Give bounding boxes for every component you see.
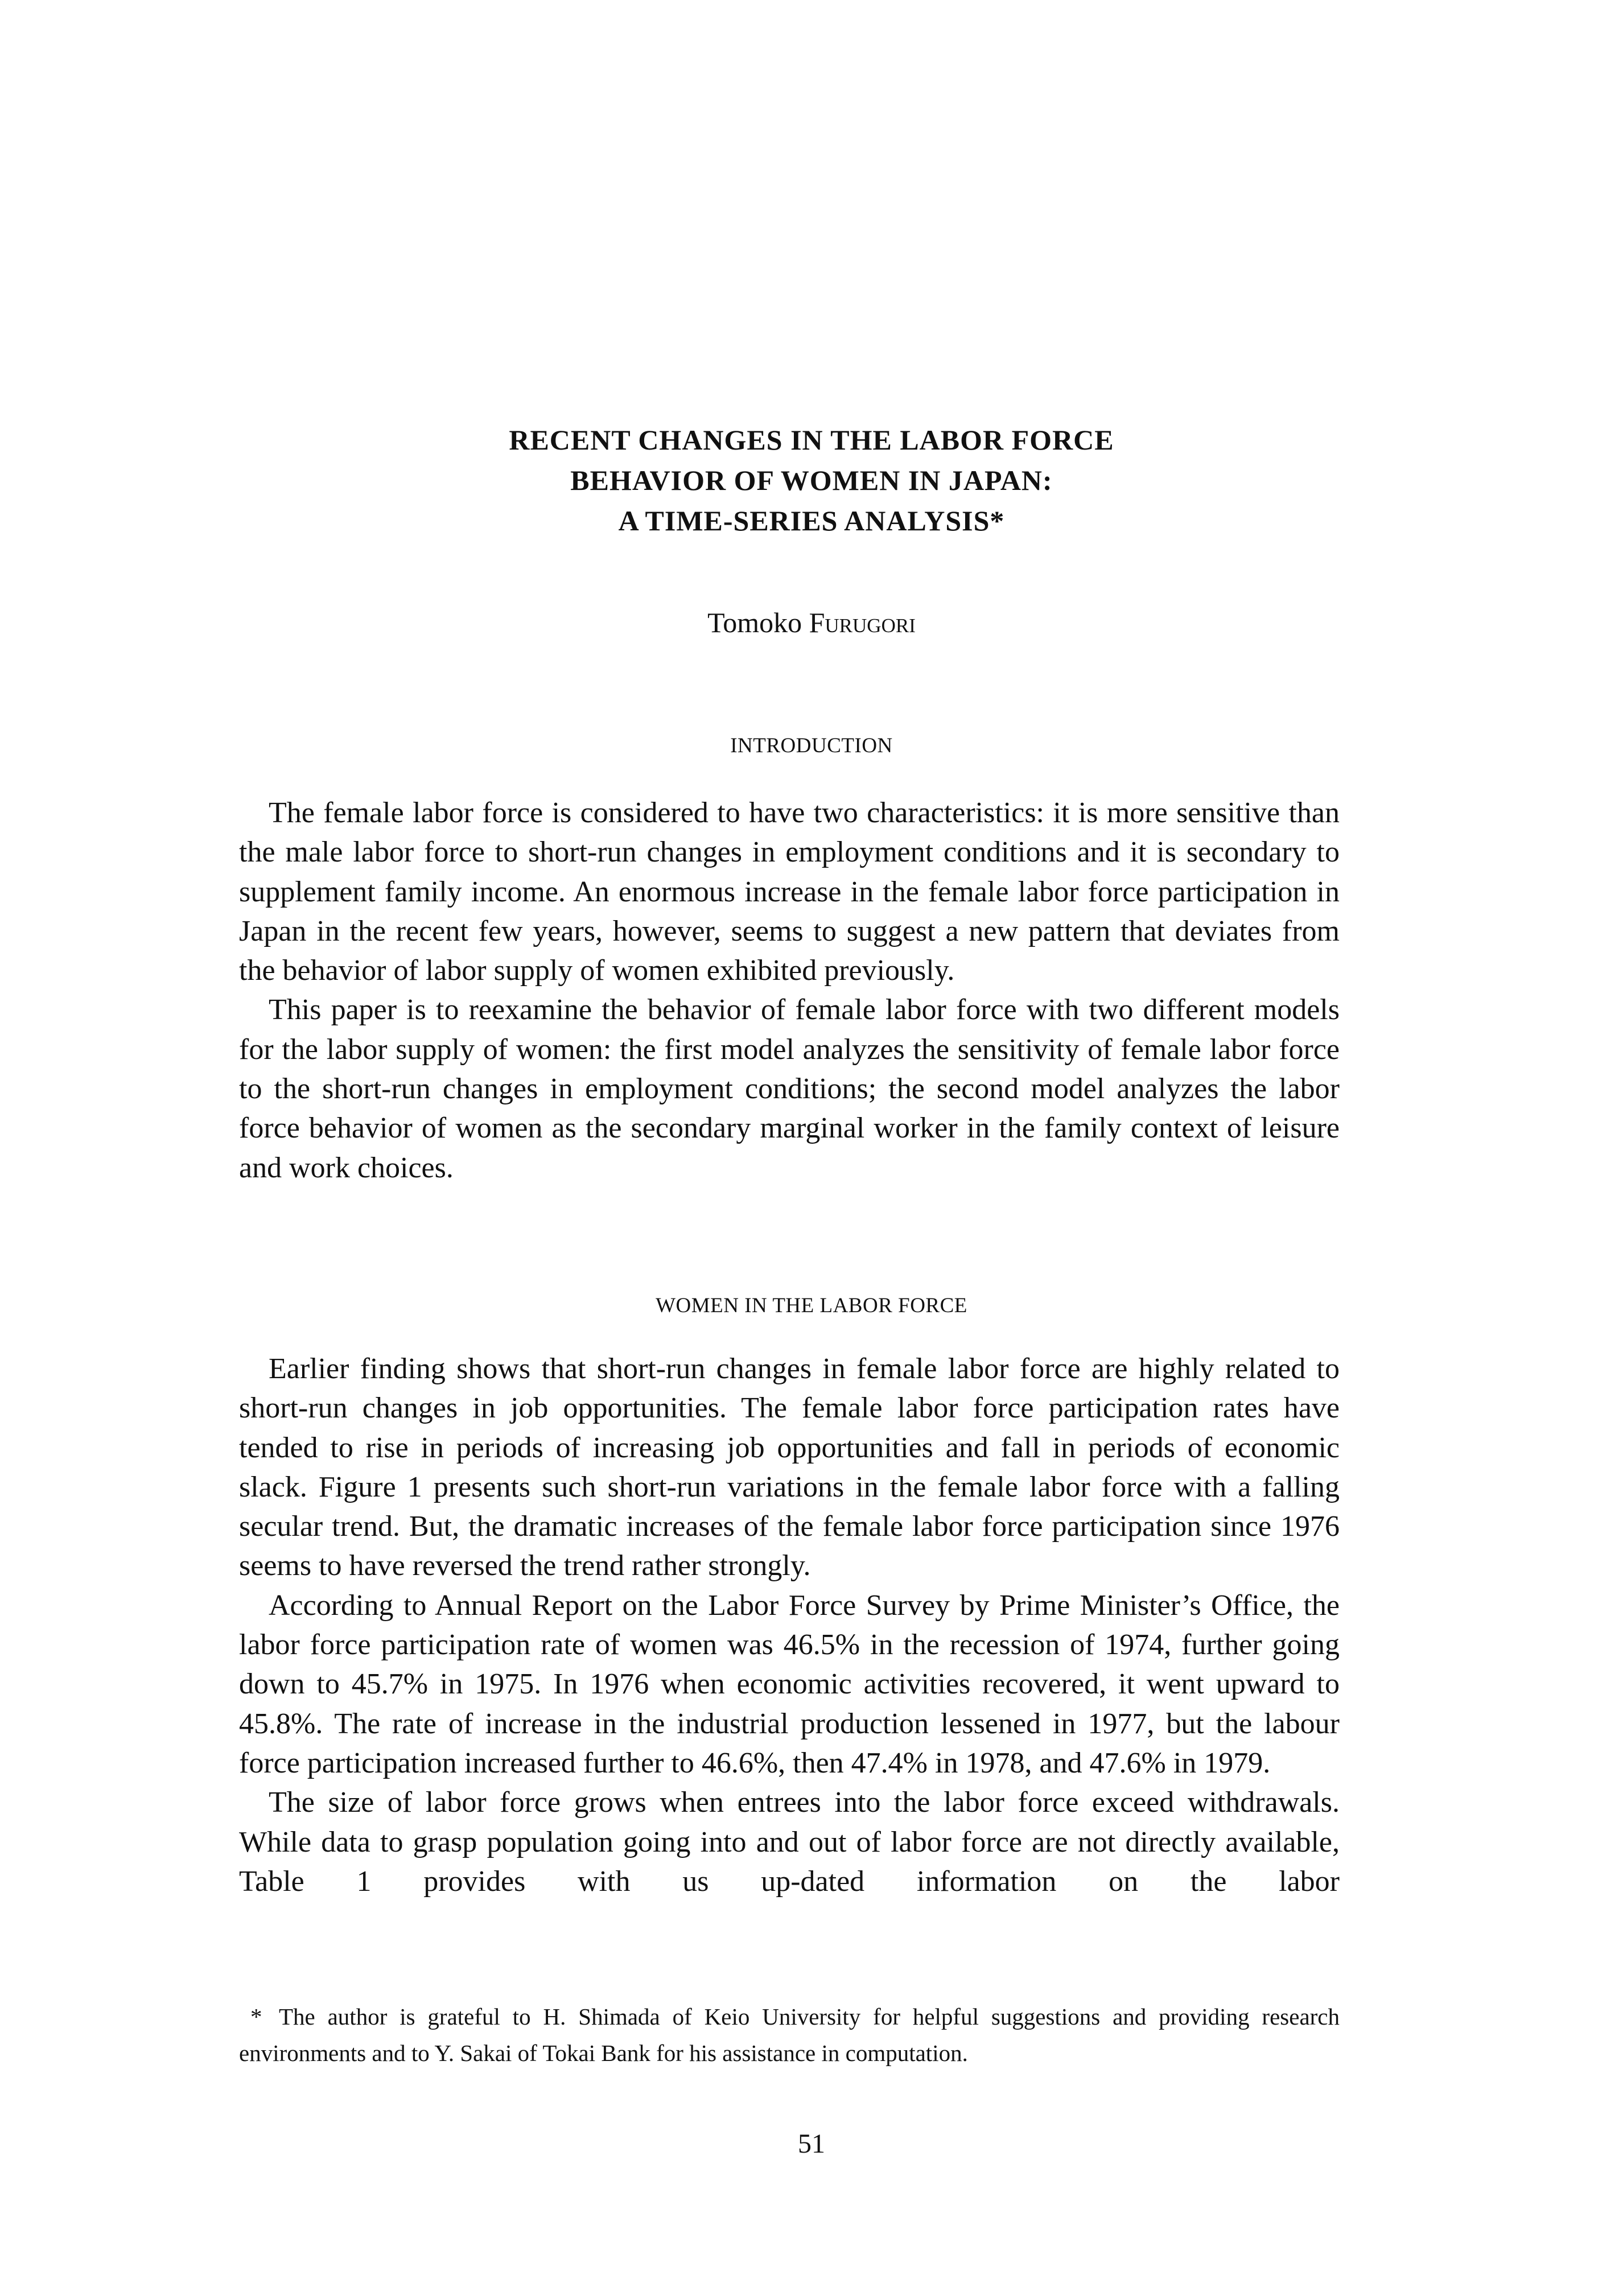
section-heading-introduction: INTRODUCTION — [730, 734, 893, 757]
footnote-marker: * — [250, 2004, 262, 2030]
section-women-labor-body — [239, 1349, 1340, 1901]
page-number: 51 — [798, 2129, 825, 2159]
paragraph: The size of labor force grows when entrees into the labor force exceed withdrawals. While data to grasp population going into and out of labor force are not directly available, Table 1 provides with us up-dated information on the labor — [239, 1786, 1340, 1898]
title-line: BEHAVIOR OF WOMEN IN JAPAN: — [570, 464, 1053, 496]
title-line: A TIME-SERIES ANALYSIS* — [618, 505, 1005, 537]
footnote-text: The author is grateful to H. Shimada of Keio University for helpful suggestions and providing research environments and to Y. Sakai of Tokai Bank for his assistance in computation. — [239, 2004, 1340, 2066]
paragraph: The female labor force is considered to have two characteristics: it is more sensitive than the male labor force to short-run changes in employment conditions and it is secondary to supplement family income. An enormous increase in the female labor force participation in Japan in the recent few years, however, seems to suggest a new pattern that deviates from the behavior of labor supply of women exhibited previously. — [239, 797, 1340, 987]
paragraph: According to Annual Report on the Labor Force Survey by Prime Minister’s Office, the labor force participation rate of women was 46.5% in the recession of 1974, further going down to 45.7% in 1975. In 1976 when economic activities recovered, it went upward to 45.8%. The rate of increase in the industrial production lessened in 1977, but the labour force participation increased further to 46.6%, then 47.4% in 1978, and 47.6% in 1979. — [239, 1589, 1340, 1779]
section-introduction-body — [239, 793, 1340, 1188]
paragraph: This paper is to reexamine the behavior of female labor force with two different models for the labor supply of women: the first model analyzes the sensitivity of female labor force to the short-run changes in employment conditions; the second model analyzes the labor force behavior of women as the secondary marginal worker in the family context of leisure and work choices. — [239, 994, 1340, 1184]
section-heading-women-in-labor-force: WOMEN IN THE LABOR FORCE — [656, 1294, 967, 1317]
footnote — [239, 1998, 1340, 2071]
author-name — [0, 604, 1623, 641]
paper-title — [0, 420, 1623, 541]
author-family-name: Furugori — [809, 607, 916, 638]
title-line: RECENT CHANGES IN THE LABOR FORCE — [509, 424, 1114, 456]
author-given-name: Tomoko — [707, 607, 802, 638]
paragraph: Earlier finding shows that short-run changes in female labor force are highly related to short-run changes in job opportunities. The female labor force participation rates have tended to rise in periods of increasing job opportunities and fall in periods of economic slack. Figure 1 presents such short-run variations in the female labor force with a falling secular trend. But, the dramatic increases of the female labor force participation since 1976 seems to have reversed the trend rather strongly. — [239, 1353, 1340, 1582]
